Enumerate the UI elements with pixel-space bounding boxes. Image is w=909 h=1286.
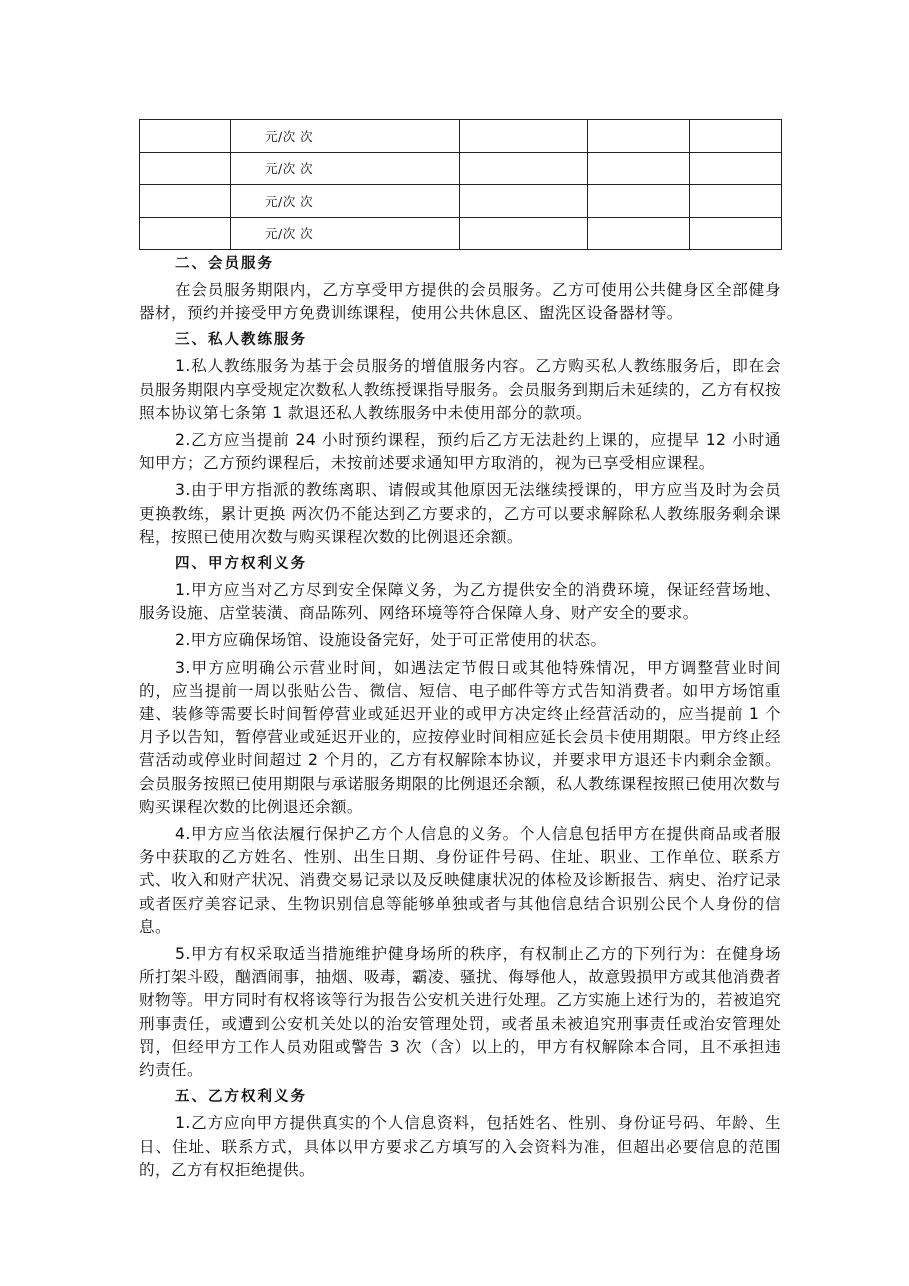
table-cell [460,185,588,218]
paragraph: 1.甲方应当对乙方尽到安全保障义务，为乙方提供安全的消费环境，保证经营场地、服务设施、店堂装潢、商品陈列、网络环境等符合保障人身、财产安全的要求。 [139,581,781,623]
paragraph: 1.私人教练服务为基于会员服务的增值服务内容。乙方购买私人教练服务后，即在会员服务期限内享受规定次数私人教练授课指导服务。会员服务到期后未延续的，乙方有权按照本协议第七条第 1 款退还私人教练服务中未使用部分的款项。 [139,357,781,422]
table-cell [690,152,782,185]
fee-table [139,119,782,250]
table-cell [690,185,782,218]
table-cell [460,120,588,153]
table-cell [588,185,690,218]
table-cell [690,120,782,153]
paragraph: 2.甲方应确保场馆、设施设备完好，处于可正常使用的状态。 [175,631,607,650]
paragraph: 5.甲方有权采取适当措施维护健身场所的秩序，有权制止乙方的下列行为：在健身场所打架斗殴，酗酒闹事，抽烟、吸毒，霸凌、骚扰、侮辱他人，故意毁损甲方或其他消费者财物等。甲方同时有权将该等行为报告公安机关进行处理。乙方实施上述行为的，若被追究刑事责任，或遭到公安机关处以的治安管理处罚，或者虽未被追究刑事责任或治安管理处罚，但经甲方工作人员劝阻或警告 3 次（含）以上的，甲方有权解除本合同，且不承担违约责任。 [139,945,781,1080]
table-cell [588,152,690,185]
table-cell [140,120,231,153]
section-heading-party-b-rights: 五、乙方权利义务 [175,1088,307,1106]
table-cell [588,217,690,250]
unit-cell: 元/次 次 [231,185,460,218]
paragraph: 4.甲方应当依法履行保护乙方个人信息的义务。个人信息包括甲方在提供商品或者服务中获取的乙方姓名、性别、出生日期、身份证件号码、住址、职业、工作单位、联系方式、收入和财产状况、消费交易记录以及反映健康状况的体检及诊断报告、病史、治疗记录或者医疗美容记录、生物识别信息等能够单独或者与其他信息结合识别公民个人身份的信息。 [139,825,781,936]
unit-cell: 元/次 次 [231,152,460,185]
unit-cell: 元/次 次 [231,120,460,153]
table-row [140,152,782,185]
table-cell [140,217,231,250]
table-row [140,120,782,153]
table-row [140,185,782,218]
paragraph: 在会员服务期限内，乙方享受甲方提供的会员服务。乙方可使用公共健身区全部健身器材，预约并接受甲方免费训练课程，使用公共休息区、盥洗区设备器材等。 [139,281,781,323]
table-cell [140,152,231,185]
table-cell [588,120,690,153]
paragraph: 3.甲方应明确公示营业时间，如遇法定节假日或其他特殊情况，甲方调整营业时间的，应当提前一周以张贴公告、微信、短信、电子邮件等方式告知消费者。如甲方场馆重建、装修等需要长时间暂停营业或延迟开业的或甲方决定终止经营活动的，应当提前 1 个月予以告知，暂停营业或延迟开业的，应按停业时间相应延长会员卡使用期限。甲方终止经营活动或停业时间超过 2 个月的，乙方有权解除本协议，并要求甲方退还卡内剩余金额。会员服务按照已使用期限与承诺服务期限的比例退还余额，私人教练课程按照已使用次数与购买课程次数的比例退还余额。 [139,658,781,816]
table-cell [460,152,588,185]
section-heading-member-service: 二、会员服务 [175,255,274,272]
paragraph: 2.乙方应当提前 24 小时预约课程，预约后乙方无法赴约上课的，应提早 12 小时通知甲方；乙方预约课程后，未按前述要求通知甲方取消的，视为已享受相应课程。 [139,431,781,473]
paragraph: 1.乙方应向甲方提供真实的个人信息资料，包括姓名、性别、身份证号码、年龄、生日、住址、联系方式，具体以甲方要求乙方填写的入会资料为准，但超出必要信息的范围的，乙方有权拒绝提供。 [139,1114,781,1179]
table-cell [460,217,588,250]
unit-cell: 元/次 次 [231,217,460,250]
section-heading-personal-trainer: 三、私人教练服务 [175,331,307,349]
table-cell [140,185,231,218]
section-heading-party-a-rights: 四、甲方权利义务 [175,555,307,573]
table-cell [690,217,782,250]
contract-page [139,119,781,1186]
paragraph: 3.由于甲方指派的教练离职、请假或其他原因无法继续授课的，甲方应当及时为会员更换教练，累计更换 两次仍不能达到乙方要求的，乙方可以要求解除私人教练服务剩余课程，按照已使用次数与购买课程次数的比例退还余额。 [139,481,781,546]
table-row [140,217,782,250]
